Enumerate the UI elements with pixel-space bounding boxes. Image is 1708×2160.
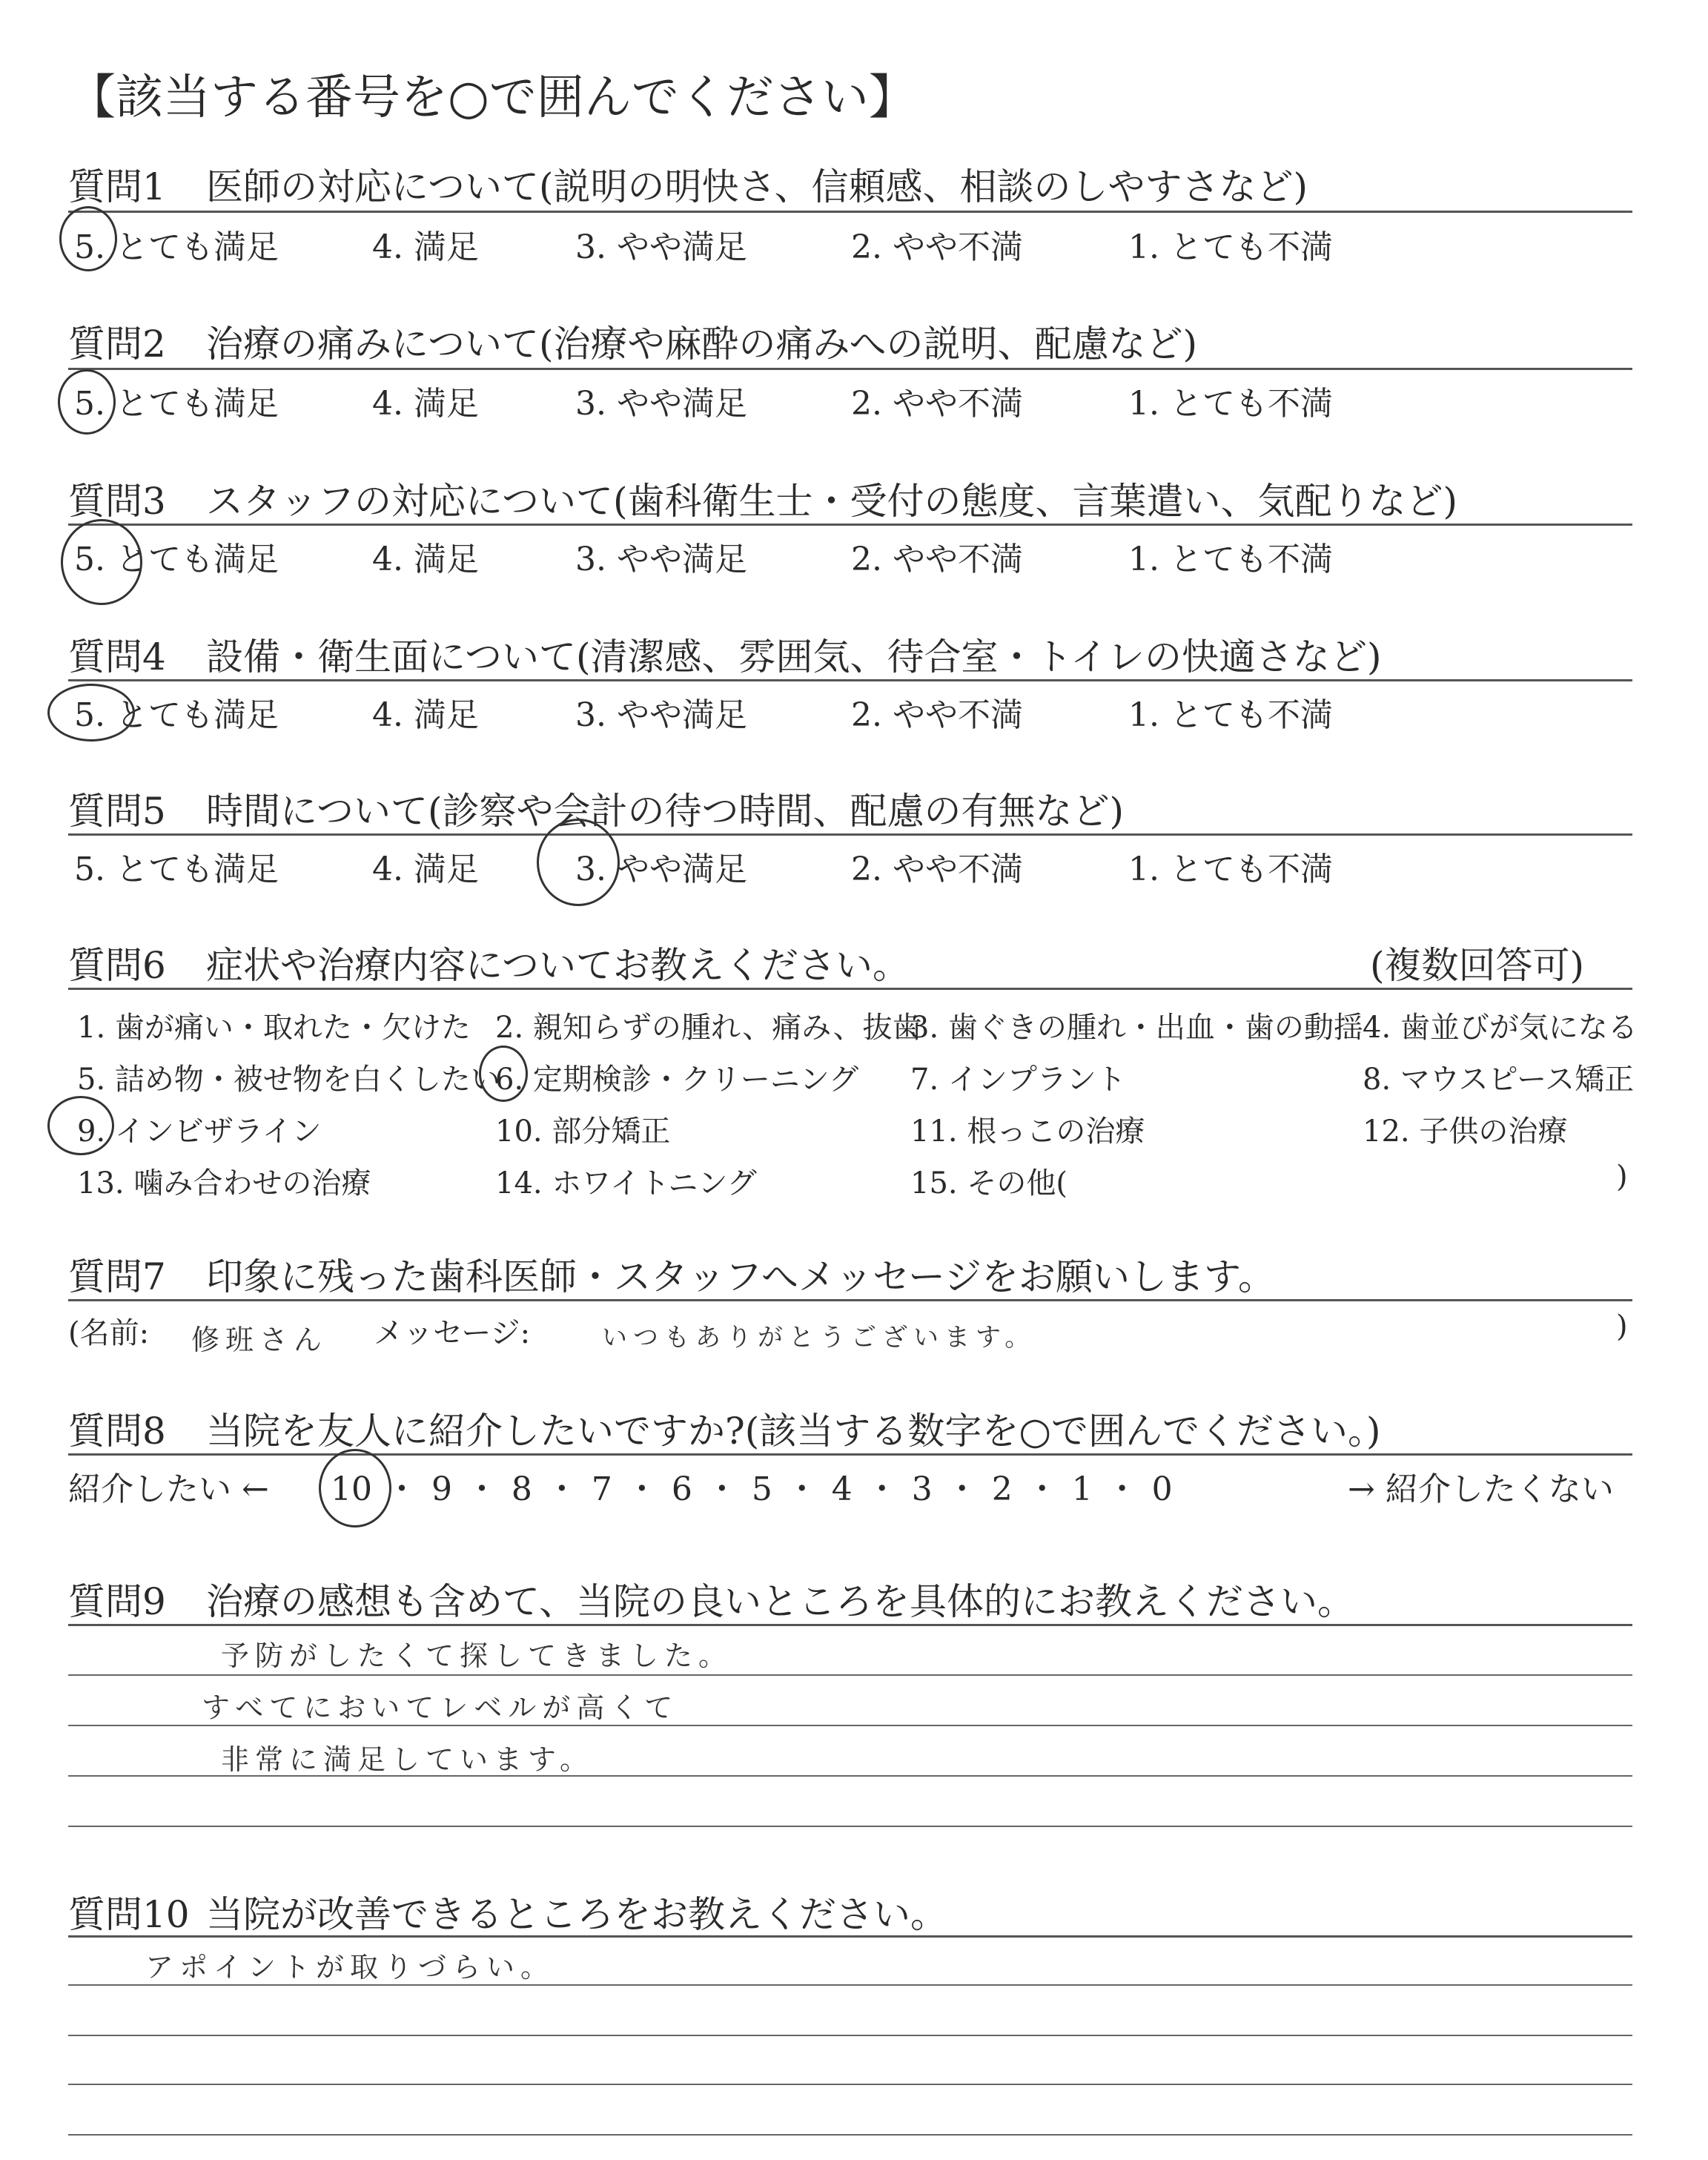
q7-text: 印象に残った歯科医師・スタッフへメッセージをお願いします。: [206, 1255, 1275, 1298]
q7-label: 質問7: [68, 1255, 166, 1298]
q1-text: 医師の対応について(説明の明快さ、信頼感、相談のしやすさなど): [206, 165, 1308, 208]
q1-answer-circle: [59, 206, 117, 271]
q2-option-5[interactable]: 5. とても満足: [74, 385, 279, 423]
q6-item-6[interactable]: 6. 定期検診・クリーニング: [495, 1063, 859, 1097]
q6-item-15[interactable]: 15. その他(: [910, 1166, 1068, 1200]
q10-answer-line-1[interactable]: アポイントが取りづらい。: [145, 1951, 555, 1984]
q4-option-4[interactable]: 4. 満足: [372, 696, 479, 734]
q5-option-2[interactable]: 2. やや不満: [851, 851, 1023, 888]
q10-text: 当院が改善できるところをお教えください。: [206, 1893, 947, 1936]
q10-label: 質問10: [68, 1893, 190, 1936]
q4-option-5[interactable]: 5. とても満足: [74, 696, 279, 734]
q9-answer-line-2[interactable]: すべてにおいてレベルが高くて: [202, 1691, 679, 1724]
q8-left-label: 紹介したい ←: [68, 1470, 269, 1508]
q4-option-3[interactable]: 3. やや満足: [575, 696, 747, 734]
q7-rule: [68, 1299, 1632, 1301]
q8-answer-circle: [319, 1449, 391, 1527]
q4-option-2[interactable]: 2. やや不満: [851, 696, 1023, 734]
q6-item-11[interactable]: 11. 根っこの治療: [910, 1114, 1145, 1149]
q3-option-2[interactable]: 2. やや不満: [851, 541, 1023, 578]
q7-message-value[interactable]: いつもありがとうございます。: [602, 1323, 1036, 1353]
q3-option-3[interactable]: 3. やや満足: [575, 541, 747, 578]
q3-option-5[interactable]: 5. とても満足: [74, 541, 279, 578]
q5-option-5[interactable]: 5. とても満足: [74, 851, 279, 888]
q6-note: (複数回答可): [1370, 944, 1585, 987]
q1-option-3[interactable]: 3. やや満足: [575, 228, 747, 266]
q10-line-4: [68, 2134, 1632, 2136]
q7-message-label: メッセージ:: [374, 1316, 531, 1350]
q4-option-1[interactable]: 1. とても不満: [1128, 696, 1333, 734]
q3-option-1[interactable]: 1. とても不満: [1128, 541, 1333, 578]
q10-line-2: [68, 2035, 1632, 2036]
q2-answer-circle: [58, 369, 116, 435]
q1-option-4[interactable]: 4. 満足: [372, 228, 479, 266]
q7-name-label: (名前:: [68, 1316, 150, 1350]
q9-line-4: [68, 1826, 1632, 1827]
q5-text: 時間について(診察や会計の待つ時間、配慮の有無など): [206, 790, 1125, 833]
q4-answer-circle: [47, 684, 135, 742]
q1-option-5[interactable]: 5. とても満足: [74, 228, 279, 266]
q4-text: 設備・衛生面について(清潔感、雰囲気、待合室・トイレの快適さなど): [206, 635, 1382, 678]
q3-answer-circle: [61, 519, 142, 605]
q5-answer-circle: [537, 819, 620, 906]
q2-option-2[interactable]: 2. やや不満: [851, 385, 1023, 423]
q7-close: ): [1616, 1309, 1628, 1344]
q6-item-4[interactable]: 4. 歯並びが気になる: [1363, 1011, 1638, 1045]
q9-label: 質問9: [68, 1580, 166, 1623]
q5-option-1[interactable]: 1. とても不満: [1128, 851, 1333, 888]
q6-answer-circle-9: [47, 1096, 114, 1155]
q8-label: 質問8: [68, 1410, 166, 1453]
q6-rule: [68, 988, 1632, 990]
q2-rule: [68, 368, 1632, 370]
q2-option-1[interactable]: 1. とても不満: [1128, 385, 1333, 423]
q9-line-1: [68, 1674, 1632, 1676]
q8-text: 当院を友人に紹介したいですか?(該当する数字を○で囲んでください。): [206, 1410, 1381, 1453]
q2-option-4[interactable]: 4. 満足: [372, 385, 479, 423]
q2-label: 質問2: [68, 323, 166, 366]
q6-item-1[interactable]: 1. 歯が痛い・取れた・欠けた: [77, 1011, 471, 1045]
q6-item-2[interactable]: 2. 親知らずの腫れ、痛み、抜歯: [495, 1011, 922, 1045]
q6-item-3[interactable]: 3. 歯ぐきの腫れ・出血・歯の動揺: [910, 1011, 1363, 1045]
q1-option-2[interactable]: 2. やや不満: [851, 228, 1023, 266]
q8-scale[interactable]: 10 ・ 9 ・ 8 ・ 7 ・ 6 ・ 5 ・ 4 ・ 3 ・ 2 ・ 1 ・ 0: [331, 1470, 1173, 1508]
q6-item-9[interactable]: 9. インビザライン: [77, 1114, 322, 1149]
q5-rule: [68, 833, 1632, 836]
q4-label: 質問4: [68, 635, 166, 678]
q5-option-3[interactable]: 3. やや満足: [575, 851, 747, 888]
q6-item-13[interactable]: 13. 噛み合わせの治療: [77, 1166, 371, 1200]
q2-option-3[interactable]: 3. やや満足: [575, 385, 747, 423]
q1-rule: [68, 211, 1632, 213]
q6-item-15-close: ): [1616, 1160, 1628, 1194]
page-title: 【該当する番号を○で囲んでください】: [68, 70, 916, 125]
q3-text: スタッフの対応について(歯科衛生士・受付の態度、言葉遣い、気配りなど): [206, 480, 1458, 523]
q6-item-10[interactable]: 10. 部分矯正: [495, 1114, 671, 1149]
q3-label: 質問3: [68, 480, 166, 523]
q6-item-14[interactable]: 14. ホワイトニング: [495, 1166, 757, 1200]
q6-item-7[interactable]: 7. インプラント: [910, 1063, 1126, 1097]
q3-option-4[interactable]: 4. 満足: [372, 541, 479, 578]
q8-right-label: → 紹介したくない: [1348, 1470, 1614, 1508]
q6-answer-circle-6: [479, 1046, 528, 1102]
q9-answer-line-1[interactable]: 予防がしたくて探してきました。: [221, 1639, 733, 1672]
q6-item-8[interactable]: 8. マウスピース矯正: [1363, 1063, 1635, 1097]
q9-answer-line-3[interactable]: 非常に満足しています。: [221, 1743, 594, 1776]
q5-option-4[interactable]: 4. 満足: [372, 851, 479, 888]
q1-label: 質問1: [68, 165, 166, 208]
q9-text: 治療の感想も含めて、当院の良いところを具体的にお教えください。: [206, 1580, 1354, 1623]
q2-text: 治療の痛みについて(治療や麻酔の痛みへの説明、配慮など): [206, 323, 1198, 366]
q10-line-3: [68, 2084, 1632, 2085]
q6-text: 症状や治療内容についてお教えください。: [206, 944, 910, 987]
q7-name-value[interactable]: 修班さん: [191, 1324, 328, 1356]
q6-item-12[interactable]: 12. 子供の治療: [1363, 1114, 1568, 1149]
q6-label: 質問6: [68, 944, 166, 987]
q3-rule: [68, 524, 1632, 526]
q5-label: 質問5: [68, 790, 166, 833]
q6-item-5[interactable]: 5. 詰め物・被せ物を白くしたい: [77, 1063, 500, 1097]
q4-rule: [68, 679, 1632, 681]
q9-rule: [68, 1624, 1632, 1626]
q10-rule: [68, 1935, 1632, 1938]
q8-rule: [68, 1453, 1632, 1456]
q1-option-1[interactable]: 1. とても不満: [1128, 228, 1333, 266]
